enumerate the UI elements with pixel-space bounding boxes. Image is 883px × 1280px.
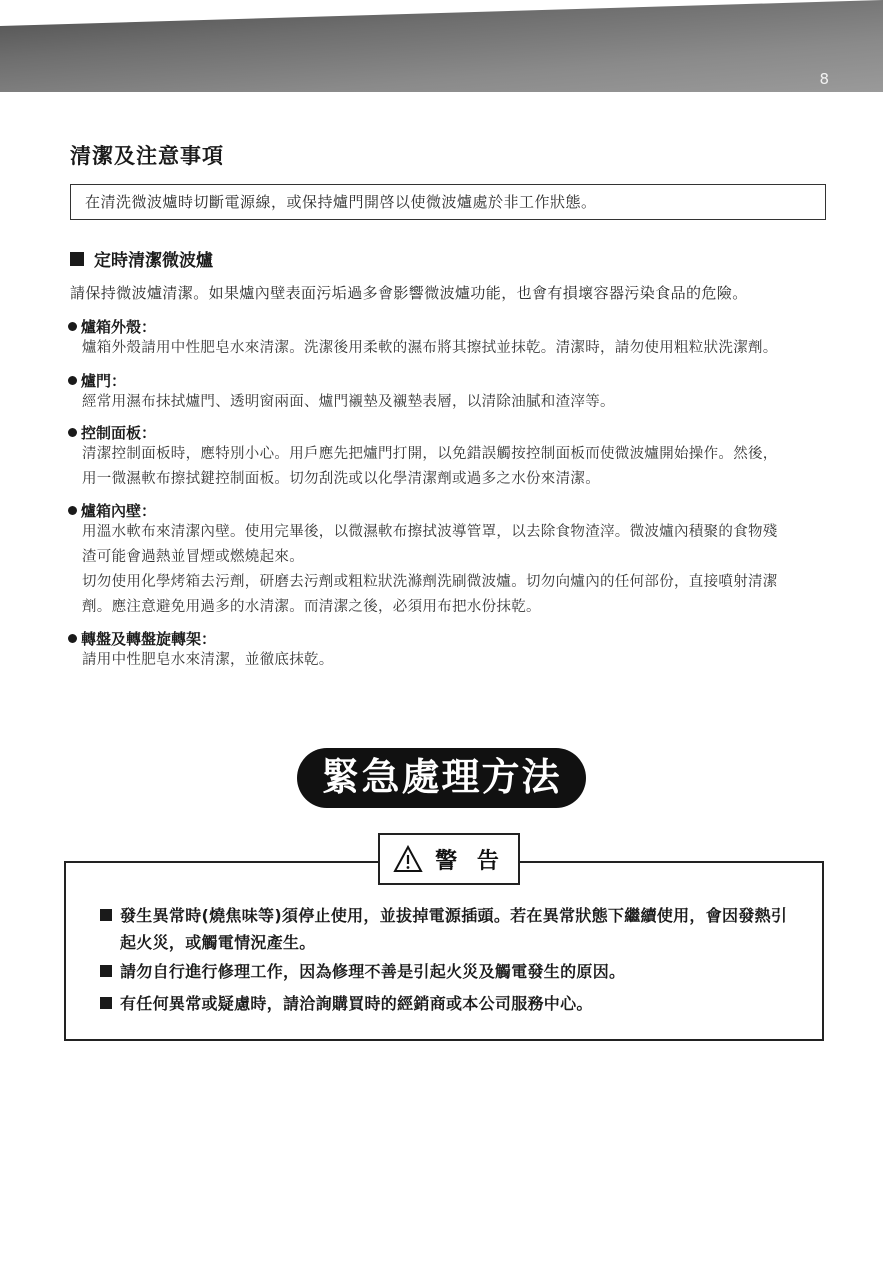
item-line: 爐箱外殼請用中性肥皂水來清潔。洗潔後用柔軟的濕布將其擦拭並抹乾。清潔時，請勿使用粗粒狀洗潔劑。	[82, 340, 778, 356]
notice-box	[70, 184, 826, 220]
item-line: 劑。應注意避免用過多的水清潔。而清潔之後，必須用布把水份抹乾。	[82, 599, 541, 615]
emergency-title: 緊急處理方法	[297, 748, 585, 808]
bullet-icon	[68, 634, 77, 643]
item-heading: 轉盤及轉盤旋轉架：	[81, 629, 217, 648]
warning-item	[100, 902, 800, 956]
warning-label	[378, 833, 520, 885]
item-inner-wall	[68, 500, 828, 620]
intro-paragraph: 請保持微波爐清潔。如果爐內壁表面污垢過多會影響微波爐功能，也會有損壞容器污染食品的危險。	[70, 284, 748, 302]
bullet-icon	[68, 506, 77, 515]
square-bullet-icon	[100, 909, 112, 921]
item-line: 請用中性肥皂水來清潔，並徹底抹乾。	[82, 652, 334, 668]
item-door	[68, 370, 828, 415]
warning-item	[100, 958, 800, 985]
item-line: 切勿使用化學烤箱去污劑，研磨去污劑或粗粒狀洗滌劑洗刷微波爐。切勿向爐內的任何部份，直接噴射清潔	[82, 574, 778, 590]
item-line: 渣可能會過熱並冒煙或燃燒起來。	[82, 549, 304, 565]
section-title: 清潔及注意事項	[70, 144, 224, 168]
warning-line: 起火災，或觸電情況產生。	[120, 933, 316, 952]
subheading	[70, 246, 213, 271]
bullet-icon	[68, 428, 77, 437]
bullet-icon	[68, 322, 77, 331]
warning-line: 有任何異常或疑慮時，請洽詢購買時的經銷商或本公司服務中心。	[120, 994, 593, 1013]
page-number: 8	[819, 70, 829, 88]
warning-line: 請勿自行進行修理工作，因為修理不善是引起火災及觸電發生的原因。	[120, 962, 626, 981]
item-heading: 爐箱內壁：	[81, 501, 157, 520]
item-control-panel	[68, 422, 828, 492]
item-line: 用溫水軟布來清潔內壁。使用完畢後，以微濕軟布擦拭波導管罩，以去除食物渣滓。微波爐內積聚的食物殘	[82, 524, 778, 540]
square-bullet-icon	[70, 252, 84, 266]
item-housing	[68, 316, 828, 361]
item-heading: 控制面板：	[81, 423, 157, 442]
square-bullet-icon	[100, 965, 112, 977]
warning-item	[100, 990, 800, 1017]
warning-label-text: 警 告	[435, 848, 505, 874]
item-line: 用一微濕軟布擦拭鍵控制面板。切勿刮洗或以化學清潔劑或過多之水份來清潔。	[82, 471, 600, 487]
item-line: 經常用濕布抹拭爐門、透明窗兩面、爐門襯墊及襯墊表層，以清除油膩和渣滓等。	[82, 394, 615, 410]
item-line: 清潔控制面板時，應特別小心。用戶應先把爐門打開，以免錯誤觸按控制面板而使微波爐開始操作。然後，	[82, 446, 778, 462]
item-heading: 爐門：	[81, 371, 127, 390]
item-turntable	[68, 628, 828, 673]
notice-text: 在清洗微波爐時切斷電源線，或保持爐門開啓以使微波爐處於非工作狀態。	[85, 193, 597, 211]
item-heading: 爐箱外殼：	[81, 317, 157, 336]
square-bullet-icon	[100, 997, 112, 1009]
header-band	[0, 0, 883, 92]
subheading-text: 定時清潔微波爐	[94, 251, 213, 271]
bullet-icon	[68, 376, 77, 385]
warning-triangle-icon	[393, 845, 423, 873]
warning-line: 發生異常時(燒焦味等)須停止使用，並拔掉電源插頭。若在異常狀態下繼續使用，會因發熱引	[120, 906, 788, 925]
